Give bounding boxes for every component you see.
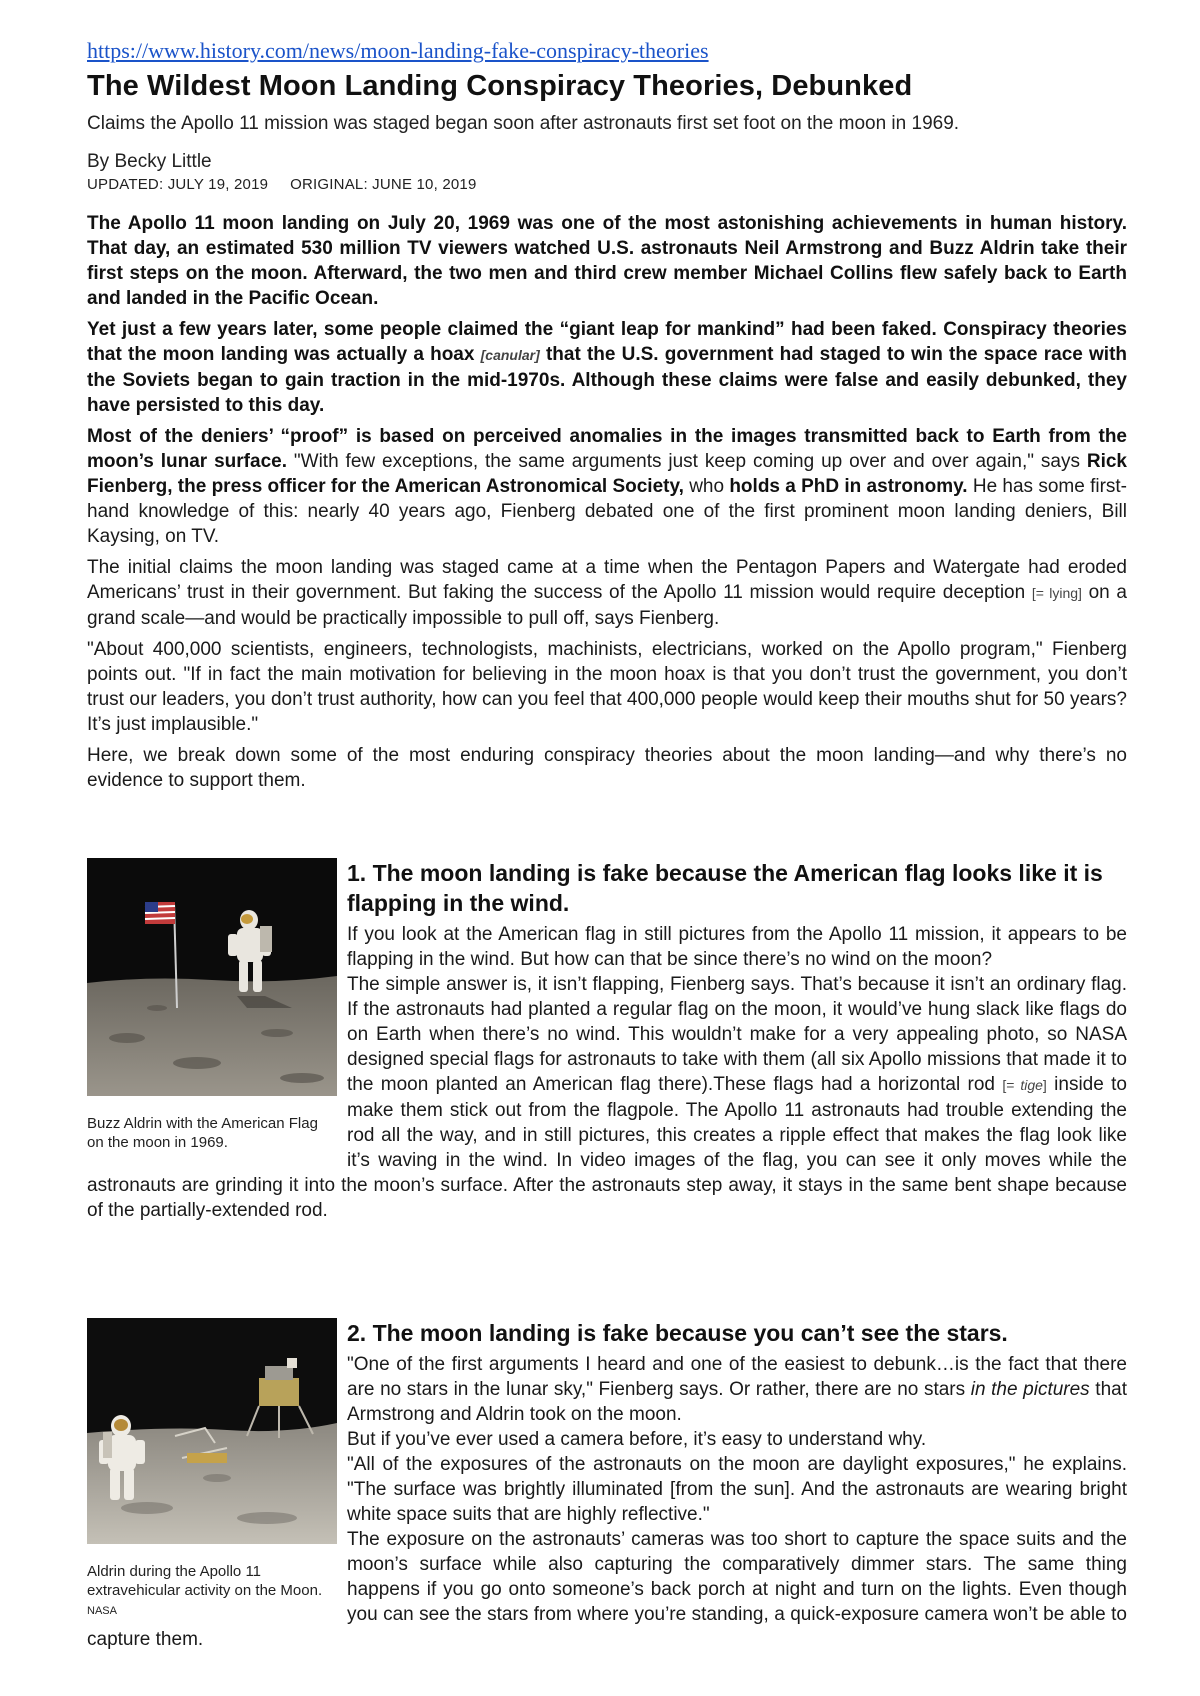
text-span: on a grand scale—and would be practically impossible to pull off, says Fienberg.: [87, 582, 1127, 629]
section-stars: [87, 1318, 1127, 1652]
article-title: The Wildest Moon Landing Conspiracy Theories, Debunked: [87, 70, 913, 102]
aldrin-flag-photo: [87, 858, 337, 1096]
intro-paragraph-4: [87, 555, 1127, 631]
intro-paragraph-3: [87, 424, 1127, 549]
gloss-word: tige: [1020, 1077, 1043, 1093]
section-flag: [87, 858, 1127, 1223]
section-heading: 2. The moon landing is fake because you can’t see the stars.: [347, 1320, 1008, 1346]
gloss-part: [=: [1002, 1077, 1015, 1093]
article-page: [87, 38, 1127, 793]
section-paragraph: The exposure on the astronauts’ cameras was too short to capture the space suits and the moon’s surface while also capturing the comparatively dimmer stars. The same thing happens if you go onto someone’s back porch at night and turn on the lights. Even though you can see the stars from where you’re standing, a quick-exposure camera won’t be able to capture them.: [87, 1529, 1127, 1650]
text-span: that the U.S. government had staged to win the space race with the Soviets began to gain traction in the mid-1970s. Although these claims were false and easily debunked, they have persisted to this day.: [87, 344, 1128, 416]
intro-paragraph-2: [87, 317, 1127, 418]
gloss-annotation: [= lying]: [1031, 585, 1082, 601]
section-paragraph: "All of the exposures of the astronauts on the moon are daylight exposures," he explains. "The surface was brightly illuminated [from the sun]. And the astronauts are wearing bright white space suits that are highly reflective.": [347, 1454, 1127, 1525]
photo-credit: NASA: [87, 1605, 117, 1617]
text-span: Yet just a few years later, some people claimed the “giant leap for mankind” had been faked. Conspiracy theories that the moon landing was actually a hoax: [87, 319, 1127, 365]
intro-body: [87, 211, 1127, 793]
text-span: that Armstrong and Aldrin took on the moon.: [347, 1379, 1127, 1425]
updated-date: UPDATED: JULY 19, 2019: [87, 176, 269, 193]
emphasis-text: in the pictures: [970, 1379, 1090, 1400]
text-span: holds a PhD in astronomy.: [729, 476, 968, 497]
figure-aldrin: [87, 1318, 337, 1621]
section-paragraph: If you look at the American flag in still pictures from the Apollo 11 mission, it appears to be flapping in the wind. But how can that be since there’s no wind on the moon?: [347, 924, 1127, 970]
article-subtitle: Claims the Apollo 11 mission was staged began soon after astronauts first set foot on the moon in 1969.: [87, 113, 960, 134]
text-span: inside to make them stick out from the flagpole. The Apollo 11 astronauts had trouble extending the rod all the way, and in still pictures, this creates a ripple effect that makes the flag look like it’s waving in the wind. In video images of the flag, you can see it only moves while the astronauts are grinding it into the moon’s surface. After the astronauts step away, it stays in the same bent shape because of the partially-extended rod.: [87, 1074, 1127, 1221]
text-span: Rick Fienberg, the press officer for the American Astronomical Society,: [87, 451, 1127, 497]
section-heading: 1. The moon landing is fake because the American flag looks like it is flapping in the wind.: [347, 860, 1103, 916]
figure-flag: [87, 858, 337, 1152]
text-span: The simple answer is, it isn’t flapping, Fienberg says. That’s because it isn’t an ordinary flag. If the astronauts had planted a regular flag on the moon, it would’ve hung slack like flags do on Earth when there’s no wind. This wouldn’t make for a very appealing photo, so NASA designed special flags for astronauts to take with them (all six Apollo missions that made it to the moon planted an American flag there).These flags had a horizontal rod: [347, 974, 1127, 1095]
figure-caption: [87, 1562, 337, 1621]
gloss-part: ]: [1042, 1077, 1047, 1093]
source-url-link[interactable]: https://www.history.com/news/moon-landing-fake-conspiracy-theories: [87, 38, 709, 63]
intro-paragraph-6: Here, we break down some of the most enduring conspiracy theories about the moon landing—and why there’s no evidence to support them.: [87, 745, 1127, 791]
text-span: He has some first-hand knowledge of this: nearly 40 years ago, Fienberg debated one of the first prominent moon landing deniers, Bill Kaysing, on TV.: [87, 476, 1128, 547]
intro-paragraph-5: "About 400,000 scientists, engineers, technologists, machinists, electricians, worked on the Apollo program," Fienberg points out. "If in fact the main motivation for believing in the moon hoax is that you don’t trust the government, you don’t trust our leaders, you don’t trust authority, how can you feel that 400,000 people would keep their mouths shut for 50 years? It’s just implausible.": [87, 639, 1127, 735]
text-span: The initial claims the moon landing was staged came at a time when the Pentagon Papers and Watergate had eroded Americans’ trust in their government. But faking the success of the Apollo 11 mission would require deception: [87, 557, 1127, 603]
dates: [87, 176, 1127, 193]
text-span: "With few exceptions, the same arguments just keep coming up over and over again," says: [293, 451, 1080, 472]
text-span: "One of the first arguments I heard and one of the easiest to debunk…is the fact that there are no stars in the lunar sky," Fienberg says. Or rather, there are no stars: [347, 1354, 1127, 1400]
byline: By Becky Little: [87, 151, 212, 172]
gloss-annotation: [canular]: [480, 347, 540, 363]
original-date: ORIGINAL: JUNE 10, 2019: [290, 176, 477, 193]
aldrin-eva-photo: [87, 1318, 337, 1544]
text-span: Most of the deniers’ “proof” is based on perceived anomalies in the images transmitted back to Earth from the moon’s lunar surface.: [87, 426, 1127, 472]
gloss-annotation: [1002, 1077, 1047, 1093]
text-span: who: [689, 476, 725, 497]
caption-text: Aldrin during the Apollo 11 extravehicular activity on the Moon.: [87, 1563, 323, 1599]
section-paragraph: But if you’ve ever used a camera before, it’s easy to understand why.: [347, 1429, 927, 1450]
intro-paragraph-1: The Apollo 11 moon landing on July 20, 1969 was one of the most astonishing achievements in human history. That day, an estimated 530 million TV viewers watched U.S. astronauts Neil Armstrong and Buzz Aldrin take their first steps on the moon. Afterward, the two men and third crew member Michael Collins flew safely back to Earth and landed in the Pacific Ocean.: [87, 213, 1127, 309]
figure-caption: Buzz Aldrin with the American Flag on the moon in 1969.: [87, 1115, 318, 1151]
